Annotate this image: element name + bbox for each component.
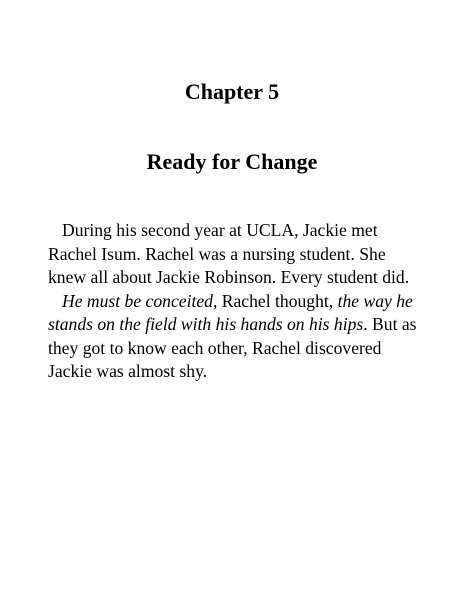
paragraph-2-italic-2: the way he stands on the field with his hands on his hips bbox=[48, 290, 413, 334]
paragraph-2-text-1: , Rachel thought, bbox=[212, 290, 338, 311]
paragraph-2 bbox=[48, 290, 428, 384]
paragraph-2-text-2: . But as they got to know each other, Rachel discovered Jackie was almost shy. bbox=[48, 314, 417, 381]
chapter-title: Ready for Change bbox=[146, 149, 318, 174]
chapter-body bbox=[48, 219, 428, 384]
chapter-number: Chapter 5 bbox=[184, 79, 280, 104]
paragraph-1: During his second year at UCLA, Jackie met Rachel Isum. Rachel was a nursing student. She knew all about Jackie Robinson. Every student did. bbox=[48, 220, 410, 287]
paragraph-2-italic-1: He must be conceited bbox=[62, 290, 213, 311]
